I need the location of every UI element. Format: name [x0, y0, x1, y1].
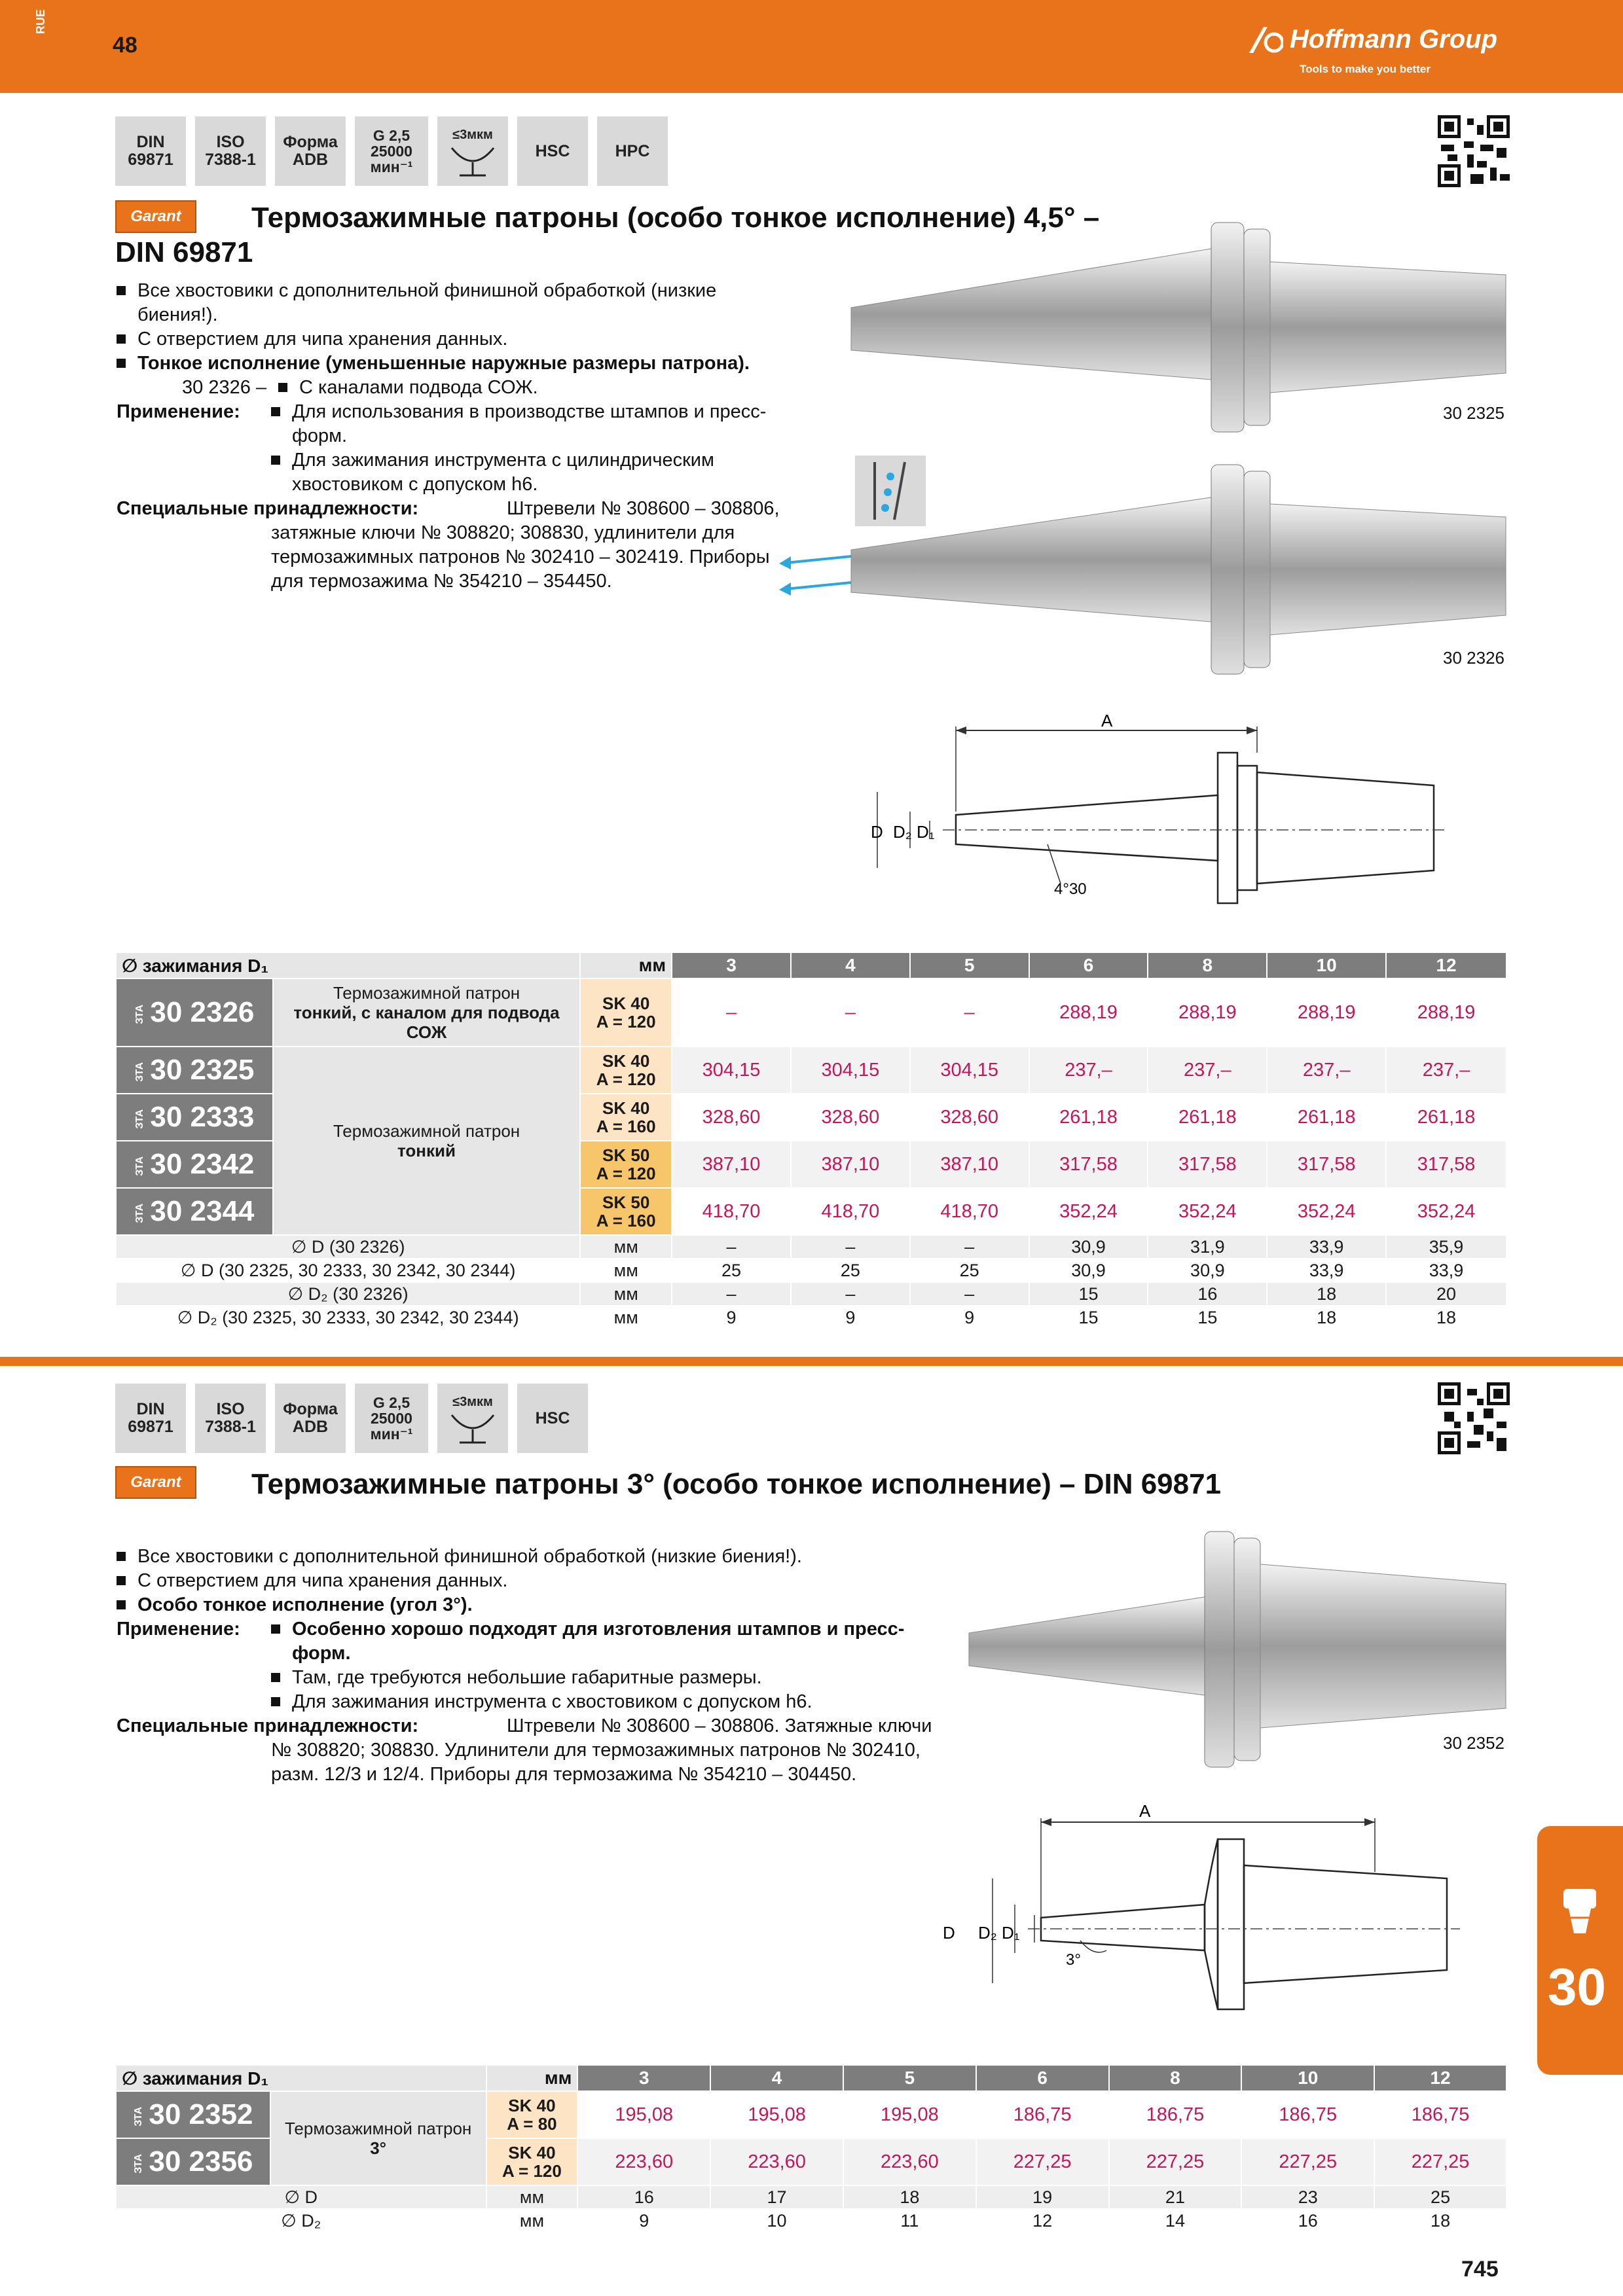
- brand-name: Hoffmann Group: [1290, 25, 1498, 54]
- price-cell: –: [791, 978, 910, 1047]
- dim-D1: D₁: [1002, 1923, 1020, 1943]
- application-item: Для использования в производстве штампов и пресс-: [271, 400, 766, 424]
- dimension-value: 25: [910, 1259, 1029, 1282]
- price-cell: 186,75: [1374, 2091, 1506, 2138]
- price-table-1: [115, 952, 1507, 1330]
- application-item-cont: хвостовиком с допуском h6.: [292, 474, 538, 495]
- price-cell: 223,60: [577, 2138, 710, 2185]
- dim-D1: D₁: [917, 822, 935, 842]
- price-cell: –: [910, 978, 1029, 1047]
- dimension-value: 10: [710, 2209, 843, 2233]
- article-number[interactable]: ЗТА 30 2325: [116, 1047, 273, 1094]
- dimension-unit: мм: [580, 1235, 672, 1259]
- spec-runout: ≤3мкм: [437, 117, 508, 186]
- price-cell: 195,08: [843, 2091, 976, 2138]
- dim-D2: D₂: [893, 822, 912, 842]
- sk-size: SK 40 A = 80: [486, 2091, 578, 2138]
- dimension-value: 18: [843, 2185, 976, 2209]
- application-item: Особенно хорошо подходят для изготовления штампов и пресс-: [271, 1617, 904, 1641]
- image-label-302326: 30 2326: [1443, 648, 1504, 668]
- size-col: 6: [976, 2065, 1109, 2091]
- clamp-diameter-label: ∅ зажимания D₁: [116, 952, 580, 978]
- price-cell: 195,08: [710, 2091, 843, 2138]
- price-cell: –: [672, 978, 791, 1047]
- application-item-cont: форм.: [292, 425, 348, 446]
- table-row: [116, 978, 1506, 1047]
- tool-image-302352: [962, 1525, 1512, 1774]
- tool-holder-icon: [1557, 1885, 1603, 1937]
- dimension-value: 17: [710, 2185, 843, 2209]
- price-cell: 418,70: [672, 1188, 791, 1235]
- dimension-unit: мм: [580, 1259, 672, 1282]
- feature-item: С отверстием для чипа хранения данных.: [117, 1569, 987, 1593]
- table-header: [116, 952, 1506, 978]
- accessories-line: Штревели № 308600 – 308806,: [507, 498, 780, 519]
- spec-badges-1: [115, 117, 668, 186]
- dimension-value: 30,9: [1029, 1259, 1148, 1282]
- price-cell: 288,19: [1029, 978, 1148, 1047]
- price-cell: 237,–: [1029, 1047, 1148, 1094]
- application-label: Применение:: [117, 401, 240, 422]
- spec-runout: ≤3мкм: [437, 1384, 508, 1453]
- dimension-label: ∅ D₂: [116, 2209, 486, 2233]
- dimension-value: 9: [910, 1306, 1029, 1329]
- spec-badges-2: [115, 1384, 588, 1453]
- price-cell: 223,60: [710, 2138, 843, 2185]
- dimension-value: –: [791, 1282, 910, 1306]
- page-number-bottom: 745: [1461, 2257, 1499, 2282]
- dimension-value: 18: [1374, 2209, 1506, 2233]
- image-label-302325: 30 2325: [1443, 403, 1504, 423]
- dimension-unit: мм: [580, 1306, 672, 1329]
- price-cell: 186,75: [1241, 2091, 1374, 2138]
- accessories-line: для термозажима № 354210 – 354450.: [271, 571, 612, 592]
- price-cell: 195,08: [577, 2091, 710, 2138]
- spec-hsc: HSC: [517, 117, 588, 186]
- size-col: 3: [672, 952, 791, 978]
- application-item: Там, где требуются небольшие габаритные размеры.: [271, 1666, 904, 1690]
- hoffmann-logo-icon: [1249, 27, 1283, 53]
- qr-code-icon: [1438, 1382, 1510, 1454]
- dimension-value: 16: [1241, 2209, 1374, 2233]
- dimension-value: 16: [577, 2185, 710, 2209]
- dimension-value: –: [672, 1235, 791, 1259]
- dimension-value: 25: [1374, 2185, 1506, 2209]
- application-block: [117, 400, 843, 497]
- price-cell: 288,19: [1386, 978, 1506, 1047]
- dimension-value: 33,9: [1267, 1235, 1386, 1259]
- dimension-value: 33,9: [1386, 1259, 1506, 1282]
- spec-iso: ISO 7388-1: [195, 117, 266, 186]
- feature-item-cont: биения!).: [137, 304, 218, 325]
- price-cell: 352,24: [1267, 1188, 1386, 1235]
- section1-title-line2: DIN 69871: [115, 236, 253, 268]
- price-cell: 223,60: [843, 2138, 976, 2185]
- accessories-line: разм. 12/3 и 12/4. Приборы для термозажима № 354210 – 304450.: [271, 1764, 857, 1785]
- brand-logo: [1249, 25, 1497, 54]
- price-cell: 227,25: [976, 2138, 1109, 2185]
- accessories-line: затяжные ключи № 308820; 308830, удлинители для: [271, 522, 735, 543]
- price-cell: 237,–: [1386, 1047, 1506, 1094]
- dimension-value: 15: [1148, 1306, 1267, 1329]
- product-description: Термозажимной патрон 3°: [270, 2091, 486, 2185]
- dimension-value: –: [910, 1282, 1029, 1306]
- dimension-value: 12: [976, 2209, 1109, 2233]
- size-col: 12: [1386, 952, 1506, 978]
- language-code: RUE: [34, 9, 47, 34]
- dimension-row: [116, 1235, 1506, 1259]
- price-cell: 237,–: [1267, 1047, 1386, 1094]
- clamp-diameter-label: ∅ зажимания D₁: [116, 2065, 486, 2091]
- dimension-value: 31,9: [1148, 1235, 1267, 1259]
- dimension-label: ∅ D (30 2325, 30 2333, 30 2342, 30 2344): [116, 1259, 580, 1282]
- accessories-label: Специальные принадлежности:: [117, 498, 419, 519]
- price-cell: 186,75: [1109, 2091, 1242, 2138]
- dimension-unit: мм: [580, 1282, 672, 1306]
- dimension-value: 18: [1267, 1306, 1386, 1329]
- price-cell: 418,70: [791, 1188, 910, 1235]
- dimension-value: –: [910, 1235, 1029, 1259]
- runout-icon: [447, 144, 499, 177]
- garant-badge: Garant: [115, 200, 196, 233]
- accessories-block: [117, 1714, 987, 1738]
- spec-din: DIN 69871: [115, 117, 186, 186]
- size-col: 5: [910, 952, 1029, 978]
- dim-angle: 4°30: [1054, 880, 1087, 898]
- dimension-value: –: [791, 1235, 910, 1259]
- dimension-row: [116, 1259, 1506, 1282]
- dimension-row: [116, 1282, 1506, 1306]
- dimension-value: 35,9: [1386, 1235, 1506, 1259]
- brand-tagline: Tools to make you better: [1300, 63, 1431, 75]
- sk-size: SK 50 A = 120: [580, 1141, 672, 1188]
- price-cell: 387,10: [910, 1141, 1029, 1188]
- dimension-label: ∅ D₂ (30 2325, 30 2333, 30 2342, 30 2344): [116, 1306, 580, 1329]
- technical-drawing-2: [943, 1793, 1467, 2029]
- sk-size: SK 40 A = 120: [486, 2138, 578, 2185]
- size-col: 10: [1241, 2065, 1374, 2091]
- dimension-value: 18: [1386, 1306, 1506, 1329]
- dimension-value: 18: [1267, 1282, 1386, 1306]
- feature-item: Тонкое исполнение (уменьшенные наружные размеры патрона).: [117, 351, 843, 376]
- dimension-value: 11: [843, 2209, 976, 2233]
- dimension-label: ∅ D: [116, 2185, 486, 2209]
- price-cell: 304,15: [672, 1047, 791, 1094]
- price-cell: 352,24: [1029, 1188, 1148, 1235]
- sk-size: SK 40 A = 160: [580, 1094, 672, 1141]
- sk-size: SK 40 A = 120: [580, 1047, 672, 1094]
- dimension-value: 25: [791, 1259, 910, 1282]
- tool-image-302326: [845, 458, 1525, 681]
- dimension-unit: мм: [486, 2209, 578, 2233]
- size-col: 4: [710, 2065, 843, 2091]
- price-cell: 317,58: [1386, 1141, 1506, 1188]
- section2-title: Термозажимные патроны 3° (особо тонкое исполнение) – DIN 69871: [251, 1468, 1222, 1500]
- chapter-tab[interactable]: [1537, 1826, 1623, 2075]
- dimension-value: 9: [577, 2209, 710, 2233]
- garant-badge: Garant: [115, 1466, 196, 1499]
- dimension-value: 9: [791, 1306, 910, 1329]
- price-cell: 304,15: [791, 1047, 910, 1094]
- price-cell: 186,75: [976, 2091, 1109, 2138]
- dim-A: A: [1139, 1801, 1151, 1821]
- sk-size: SK 50 A = 160: [580, 1188, 672, 1235]
- price-cell: 261,18: [1267, 1094, 1386, 1141]
- product-description: Термозажимной патрон тонкий: [273, 1047, 581, 1235]
- price-cell: 387,10: [791, 1141, 910, 1188]
- section2-features: [117, 1545, 987, 1787]
- feature-item: С отверстием для чипа хранения данных.: [117, 327, 843, 351]
- spec-hpc: HPC: [597, 117, 668, 186]
- spec-hsc: HSC: [517, 1384, 588, 1453]
- dim-A: A: [1101, 713, 1113, 730]
- feature-item: Все хвостовики с дополнительной финишной обработкой (низкие биения!).: [117, 1545, 987, 1569]
- page-number-top: 48: [113, 33, 137, 58]
- table-row: [116, 1047, 1506, 1094]
- size-col: 10: [1267, 952, 1386, 978]
- price-cell: 261,18: [1029, 1094, 1148, 1141]
- price-cell: 328,60: [672, 1094, 791, 1141]
- accessories-line: Штревели № 308600 – 308806. Затяжные ключи: [507, 1715, 932, 1736]
- section1-title-line1: Термозажимные патроны (особо тонкое исполнение) 4,5° –: [251, 202, 1100, 234]
- feature-item: Все хвостовики с дополнительной финишной обработкой (низкие: [117, 279, 843, 303]
- accessories-line: № 308820; 308830. Удлинители для термозажимных патронов № 302410,: [271, 1740, 921, 1761]
- image-label-302352: 30 2352: [1443, 1733, 1504, 1753]
- price-cell: 328,60: [910, 1094, 1029, 1141]
- size-col: 8: [1148, 952, 1267, 978]
- article-number[interactable]: ЗТА 30 2342: [116, 1141, 273, 1188]
- dimension-row: [116, 2209, 1506, 2233]
- dimension-value: 9: [672, 1306, 791, 1329]
- dimension-value: 21: [1109, 2185, 1242, 2209]
- dim-D2: D₂: [978, 1923, 997, 1943]
- price-cell: 227,25: [1374, 2138, 1506, 2185]
- dimension-value: 20: [1386, 1282, 1506, 1306]
- dimension-row: [116, 2185, 1506, 2209]
- dimension-value: 14: [1109, 2209, 1242, 2233]
- spec-form: Форма ADB: [275, 117, 346, 186]
- dim-angle: 3°: [1066, 1951, 1081, 1969]
- accessories-label: Специальные принадлежности:: [117, 1715, 419, 1736]
- dimension-value: 30,9: [1148, 1259, 1267, 1282]
- dimension-value: 23: [1241, 2185, 1374, 2209]
- price-cell: 352,24: [1386, 1188, 1506, 1235]
- feature-subitem: 30 2326 – С каналами подвода СОЖ.: [182, 377, 538, 398]
- dim-D: D: [943, 1923, 955, 1943]
- coolant-arrows-icon: [773, 537, 858, 602]
- accessories-line: термозажимных патронов № 302410 – 302419. Приборы: [271, 547, 770, 567]
- price-cell: 317,58: [1029, 1141, 1148, 1188]
- article-number[interactable]: ЗТА 30 2333: [116, 1094, 273, 1141]
- dimension-value: 33,9: [1267, 1259, 1386, 1282]
- price-cell: 261,18: [1386, 1094, 1506, 1141]
- application-item-cont: форм.: [292, 1643, 351, 1664]
- price-cell: 317,58: [1267, 1141, 1386, 1188]
- size-col: 5: [843, 2065, 976, 2091]
- price-cell: 227,25: [1109, 2138, 1242, 2185]
- application-label: Применение:: [117, 1619, 240, 1640]
- application-block: [117, 1617, 987, 1714]
- dimension-value: 15: [1029, 1282, 1148, 1306]
- size-col: 4: [791, 952, 910, 978]
- section1-features: [117, 279, 843, 594]
- dimension-row: [116, 1306, 1506, 1329]
- unit-label: мм: [580, 952, 672, 978]
- application-item: Для зажимания инструмента с цилиндрическим: [271, 448, 766, 473]
- size-col: 3: [577, 2065, 710, 2091]
- dimension-value: 19: [976, 2185, 1109, 2209]
- dimension-label: ∅ D (30 2326): [116, 1235, 580, 1259]
- spec-iso: ISO 7388-1: [195, 1384, 266, 1453]
- article-number[interactable]: ЗТА 30 2352: [116, 2091, 270, 2138]
- accessories-block: [117, 497, 843, 521]
- sk-size: SK 40 A = 120: [580, 978, 672, 1047]
- dimension-label: ∅ D₂ (30 2326): [116, 1282, 580, 1306]
- dimension-value: 16: [1148, 1282, 1267, 1306]
- unit-label: мм: [486, 2065, 578, 2091]
- article-number[interactable]: ЗТА 30 2326: [116, 978, 273, 1047]
- feature-item: Особо тонкое исполнение (угол 3°).: [117, 1593, 987, 1617]
- table-header: [116, 2065, 1506, 2091]
- spec-balance: G 2,5 25000 мин⁻¹: [355, 117, 428, 186]
- dimension-value: –: [672, 1282, 791, 1306]
- price-cell: 304,15: [910, 1047, 1029, 1094]
- size-col: 8: [1109, 2065, 1242, 2091]
- price-cell: 237,–: [1148, 1047, 1267, 1094]
- dimension-unit: мм: [486, 2185, 578, 2209]
- technical-drawing-1: [864, 713, 1467, 923]
- section-divider: [0, 1357, 1623, 1366]
- price-cell: 352,24: [1148, 1188, 1267, 1235]
- price-cell: 328,60: [791, 1094, 910, 1141]
- article-number[interactable]: ЗТА 30 2356: [116, 2138, 270, 2185]
- size-col: 12: [1374, 2065, 1506, 2091]
- size-col: 6: [1029, 952, 1148, 978]
- dimension-value: 15: [1029, 1306, 1148, 1329]
- spec-din: DIN 69871: [115, 1384, 186, 1453]
- price-cell: 317,58: [1148, 1141, 1267, 1188]
- table-row: [116, 2091, 1506, 2138]
- product-description: Термозажимной патрон тонкий, с каналом для подвода СОЖ: [273, 978, 581, 1047]
- runout-icon: [447, 1411, 499, 1444]
- chapter-number: 30: [1548, 1958, 1606, 2016]
- tool-image-302325: [845, 209, 1525, 445]
- application-item: Для зажимания инструмента с хвостовиком с допуском h6.: [271, 1690, 904, 1714]
- price-cell: 288,19: [1267, 978, 1386, 1047]
- spec-balance: G 2,5 25000 мин⁻¹: [355, 1384, 428, 1453]
- dimension-value: 25: [672, 1259, 791, 1282]
- spec-form: Форма ADB: [275, 1384, 346, 1453]
- price-cell: 261,18: [1148, 1094, 1267, 1141]
- price-cell: 288,19: [1148, 978, 1267, 1047]
- dimension-value: 30,9: [1029, 1235, 1148, 1259]
- price-cell: 418,70: [910, 1188, 1029, 1235]
- price-table-2: [115, 2064, 1507, 2233]
- qr-code-icon: [1438, 115, 1510, 187]
- article-number[interactable]: ЗТА 30 2344: [116, 1188, 273, 1235]
- dim-D: D: [871, 822, 883, 842]
- price-cell: 387,10: [672, 1141, 791, 1188]
- price-cell: 227,25: [1241, 2138, 1374, 2185]
